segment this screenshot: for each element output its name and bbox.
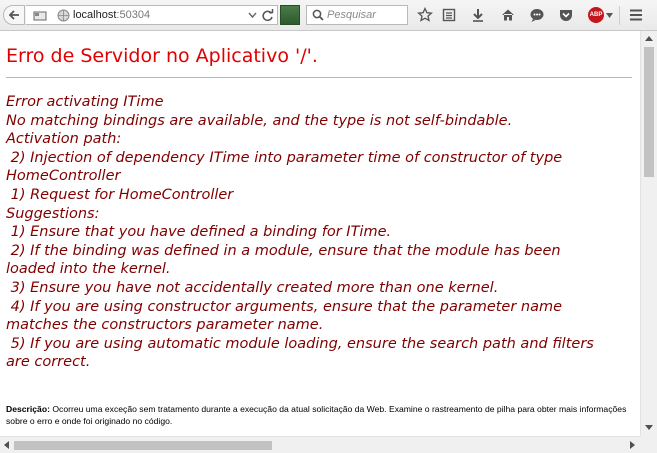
horizontal-scrollbar[interactable] xyxy=(0,436,640,453)
horizontal-scroll-thumb[interactable] xyxy=(14,441,272,450)
pocket-icon[interactable] xyxy=(558,7,574,23)
error-line: loaded into the kernel. xyxy=(6,261,171,278)
reading-list-icon[interactable] xyxy=(441,7,457,23)
search-input[interactable]: Pesquisar xyxy=(327,9,376,21)
error-line: 1) Request for HomeController xyxy=(6,186,234,203)
error-line: 1) Ensure that you have defined a binding for ITime. xyxy=(6,224,392,241)
url-host: localhost xyxy=(73,9,117,21)
error-line: 2) If the binding was defined in a module, ensure that the module has been xyxy=(6,242,561,259)
back-button[interactable] xyxy=(3,5,25,25)
description-text: Ocorreu uma exceção sem tratamento durante a execução da atual solicitação da Web. Examine o rastreamento de pilha para obter mais informações sobre o erro e onde foi originado no código. xyxy=(6,404,627,426)
error-line: are correct. xyxy=(6,354,91,371)
browser-toolbar xyxy=(0,0,657,31)
error-message xyxy=(6,93,636,372)
url-port: :50304 xyxy=(116,9,151,21)
download-icon[interactable] xyxy=(470,7,486,23)
toolbar-separator xyxy=(619,6,620,25)
url-bar[interactable] xyxy=(26,5,278,25)
error-line: 5) If you are using automatic module loading, ensure the search path and filters xyxy=(6,335,594,352)
scroll-down-icon[interactable] xyxy=(645,425,653,430)
error-description xyxy=(6,404,631,427)
error-line: Activation path: xyxy=(6,131,122,148)
scroll-left-icon[interactable] xyxy=(4,441,9,449)
scroll-right-icon[interactable] xyxy=(630,441,635,449)
back-arrow-icon xyxy=(8,9,20,21)
error-line: Suggestions: xyxy=(6,205,100,222)
dropdown-icon[interactable] xyxy=(248,12,257,19)
vertical-scroll-thumb[interactable] xyxy=(644,47,654,177)
error-line: 3) Ensure you have not accidentally created more than one kernel. xyxy=(6,279,499,296)
search-icon xyxy=(312,9,324,21)
error-line: HomeController xyxy=(6,168,121,185)
scrollbar-corner xyxy=(640,436,657,453)
menu-icon[interactable] xyxy=(628,7,644,23)
error-line: matches the constructors parameter name. xyxy=(6,317,324,334)
url-text[interactable] xyxy=(73,9,150,21)
globe-icon xyxy=(57,9,70,22)
chat-icon[interactable] xyxy=(529,7,545,23)
page-title: Erro de Servidor no Aplicativo '/'. xyxy=(6,45,318,67)
vertical-scrollbar[interactable] xyxy=(640,31,657,436)
error-line: Error activating ITime xyxy=(6,94,164,110)
search-bar[interactable] xyxy=(306,5,408,25)
home-icon[interactable] xyxy=(500,7,516,23)
title-divider xyxy=(6,77,632,78)
error-line: No matching bindings are available, and the type is not self-bindable. xyxy=(6,112,513,129)
star-icon[interactable] xyxy=(417,7,433,23)
error-line: 2) Injection of dependency ITime into parameter time of constructor of type xyxy=(6,149,563,166)
page-info-icon xyxy=(32,8,48,24)
adblock-dropdown-icon[interactable] xyxy=(606,13,613,18)
site-favicon[interactable] xyxy=(280,5,300,25)
page-content xyxy=(0,31,640,436)
error-line: 4) If you are using constructor arguments, ensure that the parameter name xyxy=(6,298,563,315)
reload-icon[interactable] xyxy=(261,9,274,22)
description-label: Descrição: xyxy=(6,404,50,414)
scroll-up-icon[interactable] xyxy=(645,36,653,41)
adblock-icon[interactable]: ABP xyxy=(588,7,604,23)
